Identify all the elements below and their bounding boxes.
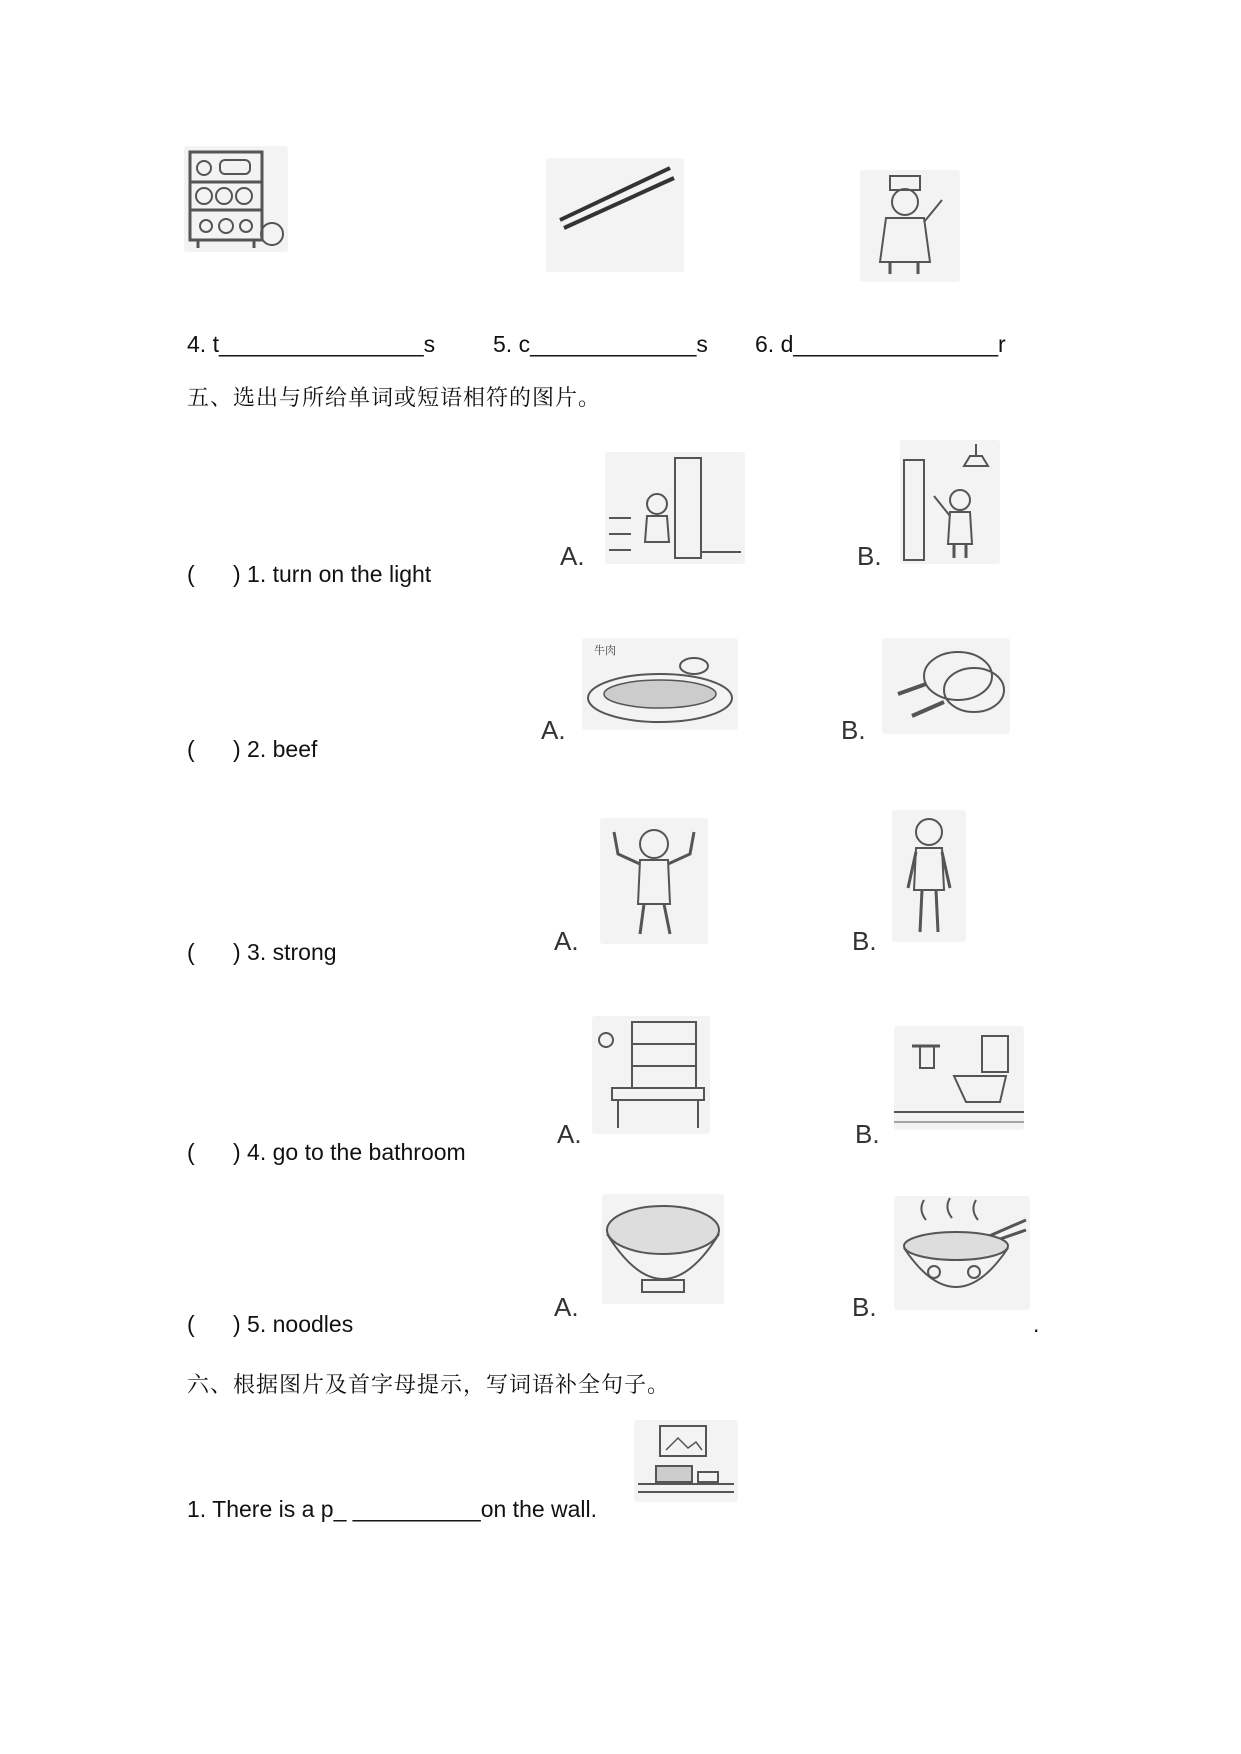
trailing-period: . (1033, 1311, 1040, 1337)
standing-boy-icon (892, 810, 966, 942)
fill-blank-item-6: 6. d________________r (755, 331, 1006, 357)
boy-at-door-icon (605, 452, 745, 564)
question-5: ( ) 5. noodles (187, 1311, 354, 1337)
option-a-label: A. (541, 715, 566, 745)
option-b-label: B. (852, 1292, 877, 1322)
beef-label: 牛肉 (594, 644, 616, 657)
section-six-title: 六、根据图片及首字母提示，写词语补全句子。 (187, 1373, 671, 1398)
study-room-icon (592, 1016, 710, 1134)
picture-on-wall-icon (634, 1420, 738, 1502)
question-2: ( ) 2. beef (187, 736, 318, 762)
noodle-bowl-icon (894, 1196, 1030, 1310)
option-a-label: A. (554, 926, 579, 956)
fill-blank-item-5: 5. c_____________s (493, 331, 708, 357)
option-b-label: B. (841, 715, 866, 745)
option-a-label: A. (557, 1119, 582, 1149)
option-b-label: B. (855, 1119, 880, 1149)
chopsticks-icon (546, 158, 684, 272)
toy-shelf-icon (184, 146, 288, 252)
boy-switching-light-icon (900, 440, 1000, 564)
rice-bowl-icon (602, 1194, 724, 1304)
strong-boy-icon (600, 818, 708, 944)
option-b-label: B. (857, 541, 882, 571)
beef-plate-icon (582, 638, 738, 730)
fill-blank-item-4: 4. t________________s (187, 331, 436, 357)
option-b-label: B. (852, 926, 877, 956)
question-4: ( ) 4. go to the bathroom (187, 1139, 466, 1165)
sentence-1: 1. There is a p_ __________on the wall. (187, 1496, 598, 1522)
question-3: ( ) 3. strong (187, 939, 337, 965)
chicken-legs-icon (882, 638, 1010, 734)
bathroom-toilet-icon (894, 1026, 1024, 1130)
question-1: ( ) 1. turn on the light (187, 561, 432, 587)
option-a-label: A. (554, 1292, 579, 1322)
doctor-icon (860, 170, 960, 282)
option-a-label: A. (560, 541, 585, 571)
section-five-title: 五、选出与所给单词或短语相符的图片。 (187, 386, 602, 411)
